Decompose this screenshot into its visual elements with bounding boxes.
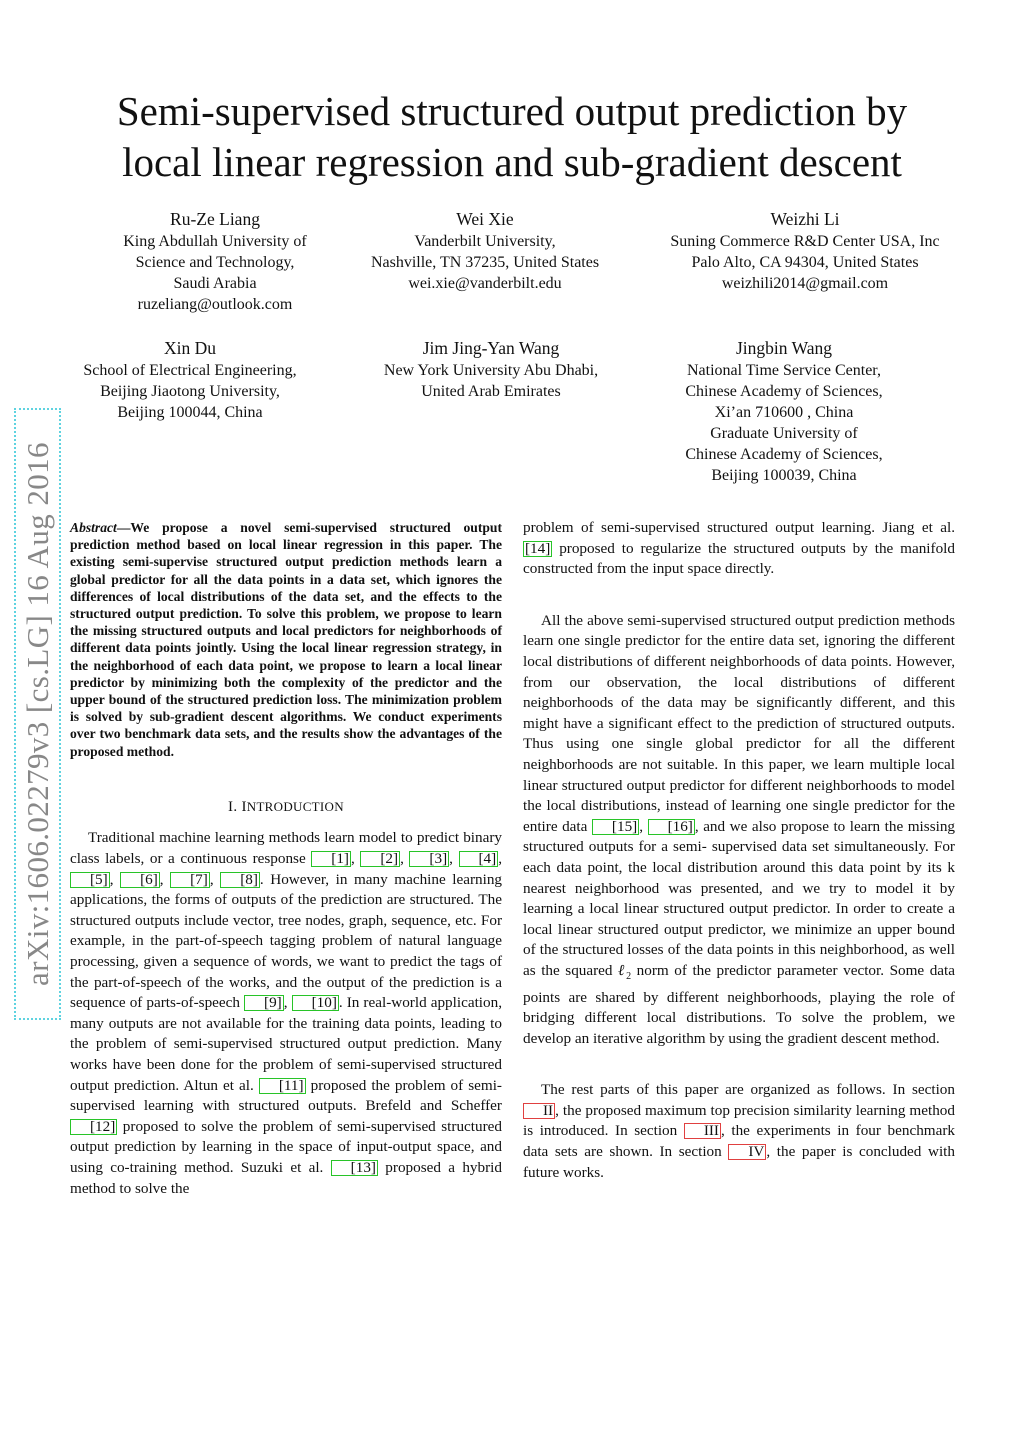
paragraph-text: , the proposed maximum top precision similarity learning method is introduced. In section (523, 1101, 955, 1140)
arxiv-identifier[interactable]: arXiv:1606.02279v3 [cs.LG] 16 Aug 2016 (19, 442, 55, 986)
author-affiliation: Beijing 100039, China (711, 467, 857, 484)
paragraph-text: proposed the problem of semi-supervised learning with structured outputs. Brefeld and Scheffer (70, 1076, 502, 1115)
paragraph-text: proposed to solve the problem of semi-supervised structured output prediction by learning in the space of input-output space, and using co-training method. Suzuki et al. (70, 1117, 502, 1176)
paragraph-text: , the experiments in four benchmark data sets are shown. In section (523, 1122, 955, 1161)
right-column (523, 518, 955, 1183)
intro-paragraph: Traditional machine learning methods learn model to predict binary class labels, or a continuous response [1] , [2] , [3] , [4] , [5] , [6] , [7] , [8] . However, in many machine learning applications, the forms of outputs of the prediction are structured. The structured outputs include vector, tree nodes, graph, sequence, etc. For example, in the part-of-speech tagging problem of natural language processing, given a sequence of words, we want to predict the tags of the part-of-speech of the works, and the output of the prediction is a sequence of parts-of-speech [9] , [10] . In real-world application, many outputs are not available for the training data points, leading to the problem of semi-supervised structured output prediction. Many works have been done for the problem of semi-supervised structured output prediction. Altun et al. [11] proposed the problem of semi-supervised learning with structured outputs. Brefeld and Scheffer [12] proposed to solve the problem of semi-supervised structured output prediction by learning in the space of input-output space, and using co-training method. Suzuki et al. [13] proposed a hybrid method to solve the (70, 829, 503, 1197)
author-email[interactable]: wei.xie@vanderbilt.edu (408, 275, 562, 292)
author-affiliation: King Abdullah University of (123, 233, 307, 250)
author-block (65, 337, 315, 423)
author-affiliation: Saudi Arabia (173, 275, 257, 292)
author-affiliation: School of Electrical Engineering, (83, 362, 297, 379)
math-ell: ℓ (618, 961, 627, 979)
author-name: Jingbin Wang (736, 338, 832, 358)
paragraph-text: , and we also propose to learn the missing structured outputs for a semi- supervised data set simultaneously. For each data point, the local distribution around this data point by its k nearest neighborhood was presented, and we try to model it by learning a local linear structured output predictor. In order to create a local linear structured output predictor, we minimize an upper bound of the structured losses of the data points in this neighborhood, as well as the squared (523, 817, 956, 979)
body-paragraph (523, 1080, 955, 1183)
title-line-1: Semi-supervised structured output prediction by (116, 88, 908, 134)
author-affiliation: Chinese Academy of Sciences, (685, 383, 883, 400)
citation-link[interactable]: [14] (525, 539, 551, 557)
author-name: Xin Du (163, 338, 216, 358)
citation-link[interactable]: [15] (592, 819, 639, 835)
section-link[interactable]: IV (728, 1144, 766, 1160)
paragraph-text: Traditional machine learning methods learn model to predict binary class labels, or a continuous response (70, 829, 502, 868)
arxiv-stamp[interactable] (14, 408, 61, 1020)
math-subscript: 2 (626, 970, 632, 982)
citation-link[interactable]: [8] (220, 872, 260, 888)
body-paragraph (523, 518, 955, 580)
author-affiliation: Chinese Academy of Sciences, (685, 446, 883, 463)
author-affiliation: Palo Alto, CA 94304, United States (691, 254, 919, 271)
author-block (345, 208, 625, 294)
paragraph-text: proposed a hybrid method to solve the (70, 1158, 502, 1197)
citation-link[interactable]: [11] (259, 1078, 306, 1094)
abstract-text: —We propose a novel semi-supervised structured output prediction method based on local linear regression in this paper. The existing semi-supervise structured output prediction methods learn a global predictor for all the data points in a data set, which ignores the differences of local distributions of the data set, and the effects to the structured output prediction. To solve this problem, we propose to learn the missing structured outputs and local predictors for neighborhoods of different data points jointly. Using the local linear regression strategy, in the neighborhood of each data point, we propose to learn a local linear predictor by minimizing both the complexity of the predictor and the upper bound of the structured prediction loss. The minimization problem is solved by sub-gradient descent algorithms. We conduct experiments over two benchmark data sets, and the results show the advantages of the proposed method. (70, 520, 502, 759)
citation-link[interactable]: [6] (120, 872, 160, 888)
citation-link[interactable]: [2] (360, 851, 400, 867)
section-link[interactable]: III (684, 1123, 721, 1139)
author-affiliation: Beijing Jiaotong University, (100, 383, 280, 400)
abstract-label: Abstract (70, 520, 117, 535)
citation-link[interactable]: [4] (459, 851, 499, 867)
author-affiliation: Suning Commerce R&D Center USA, Inc (670, 233, 940, 250)
paragraph-text: . In real-world application, many outputs are not available for the training data points, leading to the problem of semi-supervised structured output prediction. Many works have been done for the problem of semi-supervised structured output prediction. Altun et al. (70, 994, 502, 1094)
citation-link[interactable]: [13] (331, 1160, 378, 1176)
author-name: Wei Xie (456, 209, 514, 229)
paragraph-text: . However, in many machine learning applications, the forms of outputs of the prediction are structured. The structured outputs include vector, tree nodes, graph, sequence, etc. For example, in the part-of-speech tagging problem of natural language processing, given a sequence of words, we want to predict the tags of the part-of-speech of the works, and the output of the prediction is a sequence of parts-of-speech (70, 870, 503, 1012)
citation-link[interactable]: [7] (170, 872, 210, 888)
author-email[interactable]: ruzeliang@outlook.com (137, 296, 293, 313)
paper-title (60, 86, 964, 188)
citation-link[interactable]: [5] (70, 872, 110, 888)
section-heading-introduction (70, 797, 502, 818)
author-affiliation: Xi’an 710600 , China (714, 404, 854, 421)
section-heading-cap: I (241, 798, 247, 815)
author-affiliation: United Arab Emirates (421, 383, 561, 400)
paragraph-text: , the paper is concluded with future works. (523, 1143, 955, 1181)
citation-link[interactable]: [9] (244, 995, 284, 1011)
citation-link[interactable]: [10] (292, 995, 339, 1011)
paragraph-text: The rest parts of this paper are organized as follows. In section (541, 1081, 955, 1099)
citation-link[interactable]: [12] (70, 1119, 117, 1135)
author-name: Ru-Ze Liang (170, 209, 260, 229)
paragraph-text: All the above semi-supervised structured output prediction methods learn one single predictor for the entire data set, ignoring the different local distributions of different neighborhoods of data points. However, from our observation, the local distributions of different neighborhoods of the data may be significantly different, and this might have a significant effect to the prediction of structured outputs. Thus using one single global predictor for all the different neighborhoods are not suitable. In this paper, we learn multiple local linear structured output predictor for different neighborhoods to model the local distributions, instead of learning one single predictor for the entire data (523, 611, 955, 835)
author-affiliation: New York University Abu Dhabi, (383, 362, 599, 379)
author-name: Jim Jing-Yan Wang (422, 338, 560, 358)
paragraph-text: proposed to regularize the structured outputs by the manifold constructed from the input space directly. (523, 539, 955, 578)
section-numeral: I. (228, 798, 242, 815)
author-affiliation: Science and Technology, (135, 254, 295, 271)
section-heading-rest: NTRODUCTION (246, 798, 344, 814)
citation-link[interactable]: [1] (311, 851, 351, 867)
paragraph-text: norm of the predictor parameter vector. Some data points are shared by different neighborhoods, playing the role of bridging different local distributions. To solve the problem, we develop an iterative algorithm by using the gradient descent method. (523, 961, 955, 1047)
author-affiliation: Graduate University of (710, 425, 858, 442)
author-block (650, 208, 960, 294)
author-affiliation: Vanderbilt University, (414, 233, 556, 250)
author-name: Weizhi Li (770, 209, 840, 229)
citation-link[interactable]: [3] (409, 851, 449, 867)
section-link[interactable]: II (523, 1103, 555, 1119)
title-line-2: local linear regression and sub-gradient descent (122, 139, 902, 185)
author-affiliation: National Time Service Center, (687, 362, 881, 379)
author-affiliation: Nashville, TN 37235, United States (370, 254, 600, 271)
citation-link[interactable]: [16] (648, 819, 695, 835)
left-column (70, 519, 502, 1199)
paragraph-text: problem of semi-supervised structured output learning. Jiang et al. (523, 519, 955, 536)
author-block (90, 208, 340, 315)
author-email[interactable]: weizhili2014@gmail.com (721, 275, 889, 292)
author-block (660, 337, 908, 486)
body-paragraph: All the above semi-supervised structured output prediction methods learn one single predictor for the entire data set, ignoring the different local distributions of different neighborhoods of data points. However, from our observation, the local distributions of different neighborhoods of the data may be significantly different, and this might have a significant effect to the prediction of structured outputs. Thus using one single global predictor for all the different neighborhoods are not suitable. In this paper, we learn multiple local linear structured output predictor for different neighborhoods to model the local distributions, instead of learning one single predictor for the entire data [15] , [16] , and we also propose to learn the missing structured outputs for a semi- supervised data set simultaneously. For each data point, the local distribution around this data point by its k nearest neighborhood was presented, and we try to model it by learning a local linear structured output predictor. In order to create a local linear structured output predictor, we minimize an upper bound of the structured losses of the data points in this neighborhood, as well as the squared ℓ$_2$ norm of the predictor parameter vector. Some data points are shared by different neighborhoods, playing the role of bridging different local distributions. To solve the problem, we develop an iterative algorithm by using the gradient descent method. (523, 611, 956, 1047)
author-affiliation: Beijing 100044, China (117, 404, 263, 421)
abstract (70, 519, 502, 760)
author-block (360, 337, 622, 402)
